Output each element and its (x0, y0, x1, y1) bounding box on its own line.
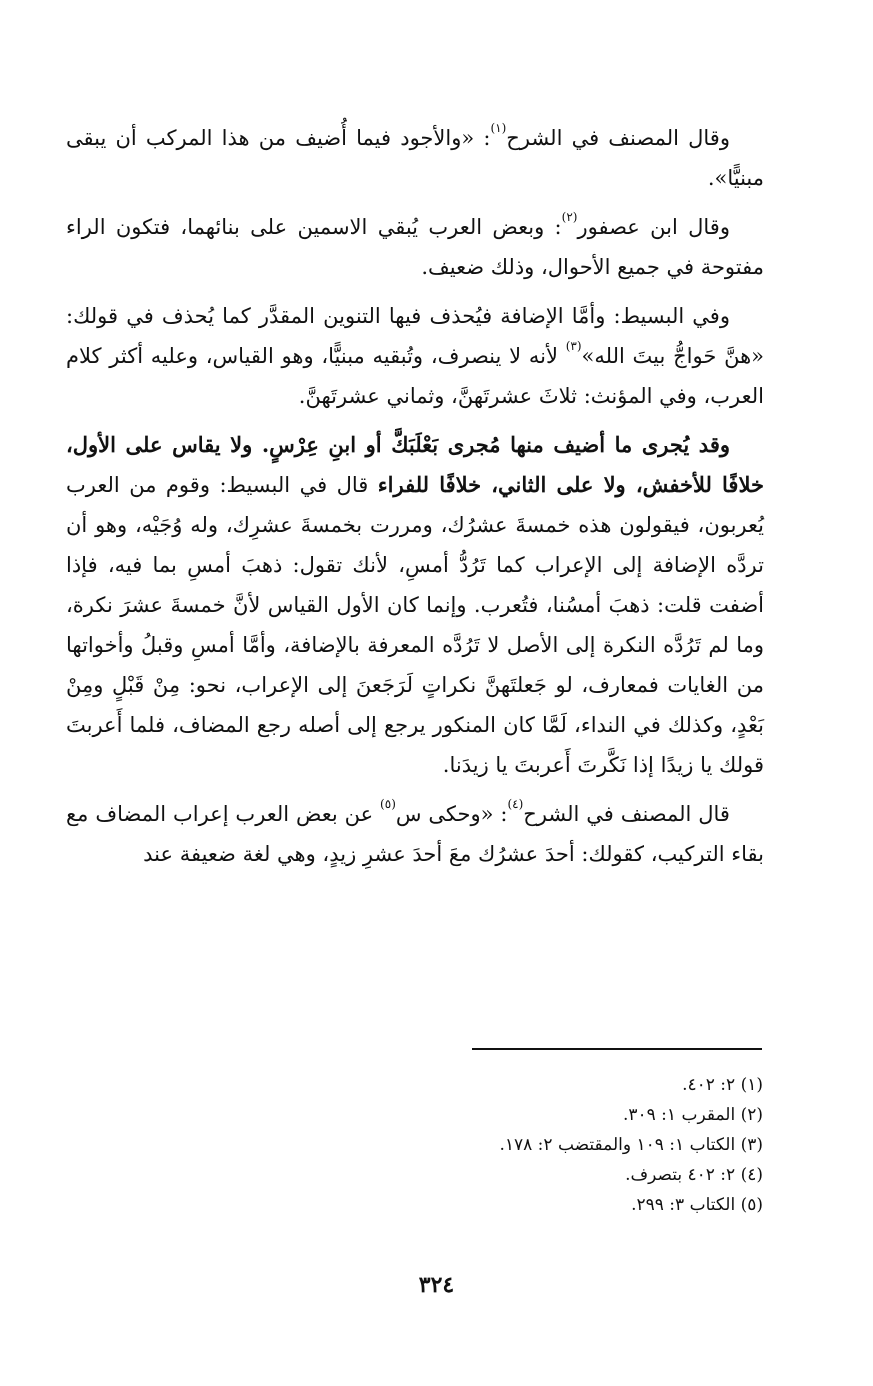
paragraph-text: قال في البسيط: وقوم من العرب يُعربون، فيقولون هذه خمسةَ عشرُك، ومررت بخمسةَ عشرِك، وله وُجَيْه، وهو أن تردَّه الإضافة إلى الإعراب كما تَرُدُّ أمسِ، لأنك تقول: ذهبَ أمسِ بما فيه، فإذا أضفت قلت: ذهبَ أمسُنا، فتُعرب. وإنما كان الأول القياس لأنَّ خمسةَ عشرَ نكرة، وما لم تَرُدَّه النكرة إلى الأصل لا تَرُدَّه المعرفة بالإضافة، وأمَّا أمسِ وقبلُ وأخواتها من الغايات فمعارف، لو جَعلتَهنَّ نكراتٍ لَرَجَعنَ إلى الإعراب، نحو: مِنْ قَبْلٍ ومِنْ بَعْدٍ، وكذلك في النداء، لَمَّا كان المنكور يرجع إلى أصله رجع المضاف، فلما أَعربتَ قولك يا زيدًا إذا نَكَّرتَ أَعربتَ يا زيدَنا. (66, 473, 764, 777)
footnote-5: (٥) الكتاب ٣: ٢٩٩. (631, 1195, 763, 1215)
paragraph-text: وقال ابن عصفور (577, 215, 730, 239)
paragraph-text: وفي البسيط: وأمَّا الإضافة فيُحذف فيها التنوين المقدَّر كما يُحذف في قولك: «هنَّ حَواجُّ بيتَ الله» (66, 304, 765, 368)
footnote-1: (١) ٢: ٤٠٢. (682, 1075, 763, 1095)
paragraph-3 (66, 296, 764, 416)
footnote-ref[interactable]: (٣) (565, 339, 582, 353)
footnote-2: (٢) المقرب ١: ٣٠٩. (622, 1105, 763, 1125)
footnote-divider (472, 1048, 762, 1050)
paragraph-1 (66, 118, 764, 198)
page-number: ٣٢٤ (418, 1272, 455, 1298)
footnote-ref[interactable]: (١) (490, 121, 507, 135)
paragraph-text: : «وحكى س (395, 802, 508, 826)
paragraph-2 (66, 207, 764, 287)
footnote-3: (٣) الكتاب ١: ١٠٩ والمقتضب ٢: ١٧٨. (499, 1135, 763, 1155)
footnote-ref[interactable]: (٥) (380, 797, 396, 811)
footnote-ref[interactable]: (٢) (561, 210, 578, 224)
paragraph-text: قال المصنف في الشرح (523, 802, 730, 826)
paragraph-text: : وبعض العرب يُبقي الاسمين على بنائهما، فتكون الراء مفتوحة في جميع الأحوال، وذلك ضعيف. (66, 215, 764, 279)
paragraph-5 (66, 794, 764, 874)
paragraph-text: لأنه لا ينصرف، وتُبقيه مبنيًّا، وهو القياس، وعليه أكثر كلام العرب، وفي المؤنث: ثلاثَ عشرتَهنَّ، وثماني عشرتَهنَّ. (66, 344, 764, 408)
paragraph-text: وقال المصنف في الشرح (506, 126, 730, 150)
matn-bold-text: وقد يُجرى ما أضيف منها مُجرى بَعْلَبَكَّ أو ابنِ عِرْسٍ. ولا يقاس على الأول، خلافًا للأخفش، ولا على الثاني، خلافًا للفراء (66, 432, 764, 497)
footnote-ref[interactable]: (٤) (507, 797, 524, 811)
main-text (66, 118, 764, 883)
footnotes (243, 1070, 763, 1220)
paragraph-text: عن بعض العرب إعراب المضاف مع بقاء التركيب، كقولك: أحدَ عشرُك معَ أحدَ عشرِ زيدٍ، وهي لغة ضعيفة عند (66, 802, 764, 866)
footnote-4: (٤) ٢: ٤٠٢ بتصرف. (625, 1165, 763, 1185)
paragraph-4 (66, 425, 764, 785)
paragraph-text: : «والأجود فيما أُضيف من هذا المركب أن يبقى مبنيًّا». (66, 126, 764, 190)
